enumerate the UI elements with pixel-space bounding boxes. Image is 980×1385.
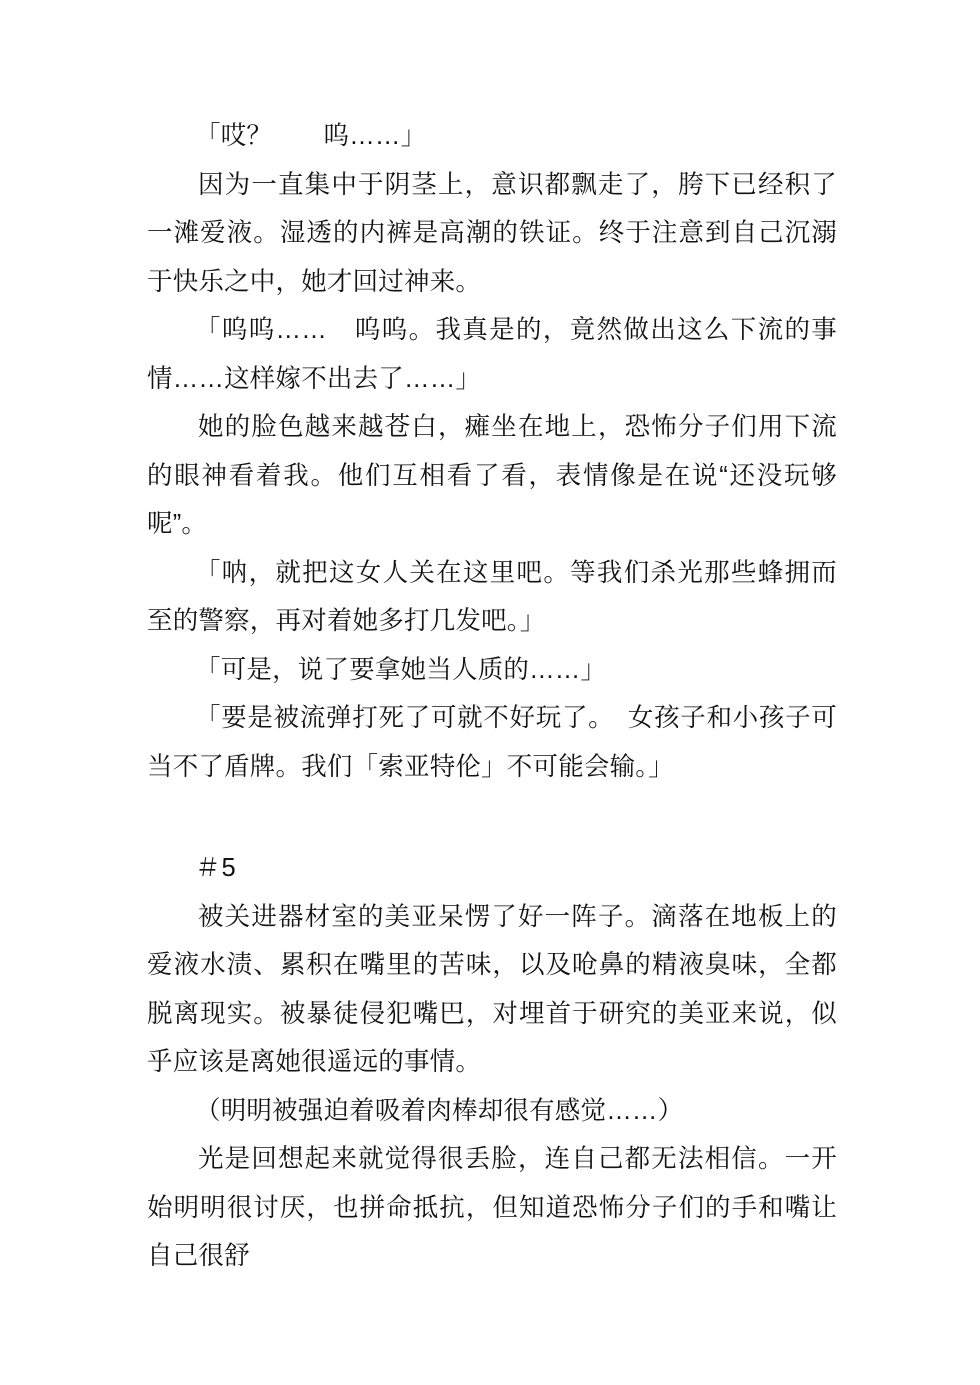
paragraph-narration-1: 因为一直集中于阴茎上，意识都飘走了，胯下已经积了一滩爱液。湿透的内裤是高潮的铁证。终于注意到自己沉溺于快乐之中，她才回过神来。 bbox=[147, 170, 837, 296]
paragraph-dialogue-1: 「哎？ 呜……」 bbox=[195, 122, 427, 150]
paragraph-dialogue-4: 「可是，说了要拿她当人质的……」 bbox=[195, 655, 607, 684]
paragraph-dialogue-5: 「要是被流弹打死了可就不好玩了。 女孩子和小孩子可当不了盾牌。我们「索亚特伦」不可能会输。」 bbox=[147, 704, 837, 781]
paragraph-narration-3: 被关进器材室的美亚呆愣了好一阵子。滴落在地板上的爱液水渍、累积在嘴里的苦味，以及呛鼻的精液臭味，全都脱离现实。被暴徒侵犯嘴巴，对埋首于研究的美亚来说，似乎应该是离她很遥远的事情。 bbox=[147, 902, 837, 1076]
paragraph-dialogue-3: 「呐，就把这女人关在这里吧。等我们杀光那些蜂拥而至的警察，再对着她多打几发吧。」 bbox=[147, 558, 837, 635]
paragraph-narration-2: 她的脸色越来越苍白，瘫坐在地上，恐怖分子们用下流的眼神看着我。他们互相看了看，表情像是在说“还没玩够呢”。 bbox=[147, 413, 837, 538]
paragraph-dialogue-2: 「呜呜…… 呜呜。我真是的，竟然做出这么下流的事情……这样嫁不出去了……」 bbox=[147, 316, 837, 393]
paragraph-narration-4: 光是回想起来就觉得很丢脸，连自己都无法相信。一开始明明很讨厌，也拼命抵抗，但知道恐怖分子们的手和嘴让自己很舒 bbox=[147, 1145, 837, 1270]
section-spacer bbox=[147, 791, 837, 844]
section-heading-5: ＃5 bbox=[195, 854, 237, 882]
text-column bbox=[147, 112, 837, 1281]
paragraph-inner-thought: （明明被强迫着吸着肉棒却很有感觉……） bbox=[195, 1096, 684, 1125]
